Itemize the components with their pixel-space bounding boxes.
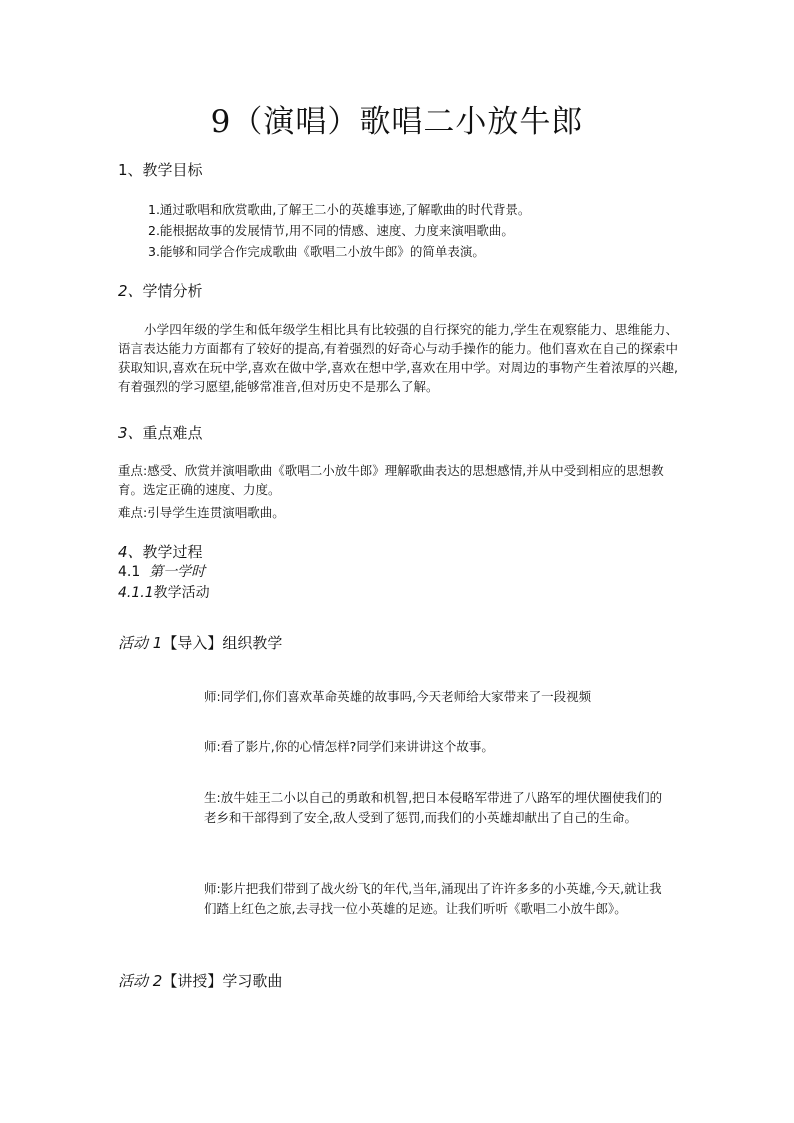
section-label: 教学过程 xyxy=(142,543,203,561)
section-number: 3、 xyxy=(118,424,143,442)
page-title: 9（演唱）歌唱二小放牛郎 xyxy=(210,104,584,140)
sub-number: 4.1 xyxy=(118,564,141,580)
dialog-line: 生:放牛娃王二小以自己的勇敢和机智,把日本侵略军带进了八路军的埋伏圈使我们的老乡和干部得到了安全,敌人受到了惩罚,而我们的小英雄却献出了自己的生命。 xyxy=(204,790,663,825)
sub-number: 4.1.1 xyxy=(118,585,154,601)
sub-heading-lesson xyxy=(118,562,205,582)
activity-prefix: 活动 2 xyxy=(118,972,163,990)
activity-heading-1 xyxy=(118,632,282,654)
activity-prefix: 活动 1 xyxy=(118,634,163,652)
sub-heading-activities xyxy=(118,583,210,603)
section-heading-keypoints xyxy=(118,423,203,443)
section-number: 4、 xyxy=(118,543,143,561)
activity-tag: 【讲授】学习歌曲 xyxy=(162,972,283,990)
section-label: 重点难点 xyxy=(142,424,203,442)
objectives-list xyxy=(148,199,530,262)
sub-label: 第一学时 xyxy=(149,564,206,580)
list-item: 2.能根据故事的发展情节,用不同的情感、速度、力度来演唱歌曲。 xyxy=(148,223,514,238)
difficulty-text: 难点:引导学生连贯演唱歌曲。 xyxy=(118,505,285,520)
list-item: 3.能够和同学合作完成歌曲《歌唱二小放牛郎》的简单表演。 xyxy=(148,244,485,259)
analysis-paragraph: 小学四年级的学生和低年级学生相比具有比较强的自行探究的能力,学生在观察能力、思维能力、语言表达能力方面都有了较好的提高,有着强烈的好奇心与动手操作的能力。他们喜欢在自己的探索中获取知识,喜欢在玩中学,喜欢在做中学,喜欢在想中学,喜欢在用中学。对周边的事物产生着浓厚的兴趣,有着强烈的学习愿望,能够常准音,但对历史不是那么了解。 xyxy=(118,322,678,394)
dialog-line: 师:影片把我们带到了战火纷飞的年代,当年,涌现出了许许多多的小英雄,今天,就让我们踏上红色之旅,去寻找一位小英雄的足迹。让我们听听《歌唱二小放牛郎》。 xyxy=(204,881,662,916)
section-number: 1、 xyxy=(118,161,143,179)
list-item: 1.通过歌唱和欣赏歌曲,了解王二小的英雄事迹,了解歌曲的时代背景。 xyxy=(148,202,531,217)
section-label: 学情分析 xyxy=(142,282,203,300)
dialog-line: 师:同学们,你们喜欢革命英雄的故事吗,今天老师给大家带来了一段视频 xyxy=(204,689,592,704)
activity-tag: 【导入】组织教学 xyxy=(162,634,283,652)
sub-label: 教学活动 xyxy=(153,585,210,601)
section-label: 教学目标 xyxy=(142,161,203,179)
dialog-line: 师:看了影片,你的心情怎样?同学们来讲讲这个故事。 xyxy=(204,739,494,754)
key-point-text: 重点:感受、欣赏并演唱歌曲《歌唱二小放牛郎》理解歌曲表达的思想感情,并从中受到相应的思想教育。选定正确的速度、力度。 xyxy=(118,463,664,497)
section-heading-objectives xyxy=(118,160,203,180)
section-heading-process xyxy=(118,542,203,562)
section-number: 2、 xyxy=(118,282,143,300)
section-heading-analysis xyxy=(118,281,203,301)
activity-heading-2 xyxy=(118,970,282,992)
